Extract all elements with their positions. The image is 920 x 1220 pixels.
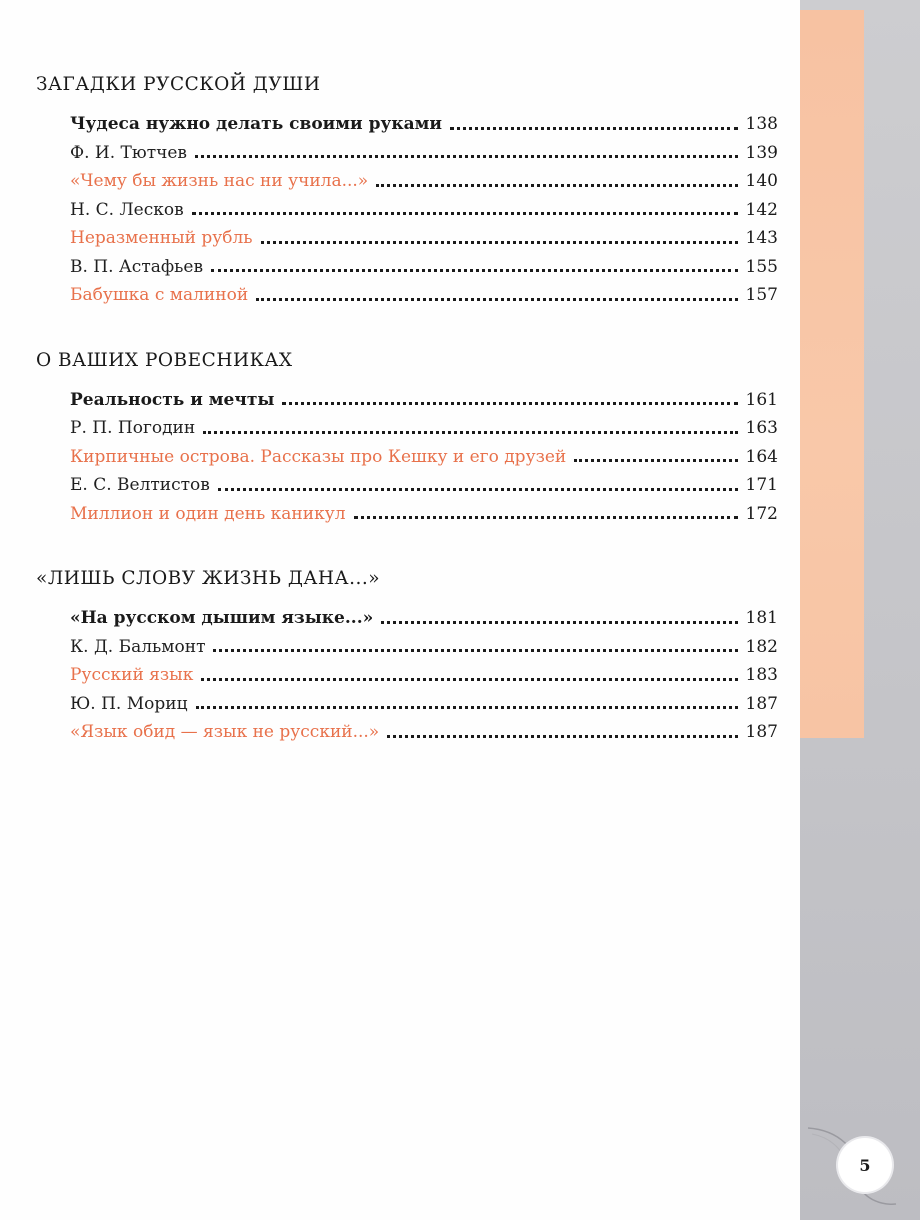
entry-page: 164	[745, 446, 778, 467]
entry-label: Реальность и мечты	[70, 389, 275, 410]
entry-page: 171	[745, 475, 778, 495]
table-of-contents	[36, 70, 778, 783]
entry-label: Р. П. Погодин	[70, 418, 196, 438]
toc-entry[interactable]	[36, 661, 778, 690]
dot-leader	[213, 649, 737, 652]
toc-entry[interactable]	[36, 718, 778, 747]
entry-page: 163	[745, 418, 778, 438]
entry-page: 155	[745, 256, 778, 277]
dot-leader	[196, 706, 738, 709]
toc-entry[interactable]	[36, 471, 778, 500]
entry-label: Ю. П. Мориц	[70, 693, 188, 714]
toc-section	[36, 564, 778, 747]
entry-label: Кирпичные острова. Рассказы про Кешку и его друзей	[70, 446, 567, 467]
entry-page: 140	[745, 171, 778, 191]
entry-page: 182	[745, 636, 778, 657]
entry-page: 187	[745, 693, 778, 714]
entry-label: Н. С. Лесков	[70, 199, 184, 220]
dot-leader	[376, 184, 737, 187]
entry-label: Русский язык	[70, 665, 194, 685]
section-title: «ЛИШЬ СЛОВУ ЖИЗНЬ ДАНА...»	[36, 568, 381, 589]
dot-leader	[203, 431, 737, 434]
toc-entry[interactable]	[36, 253, 778, 282]
dot-leader	[195, 155, 738, 158]
dot-leader	[354, 516, 738, 519]
toc-entry[interactable]	[36, 633, 778, 662]
entry-page: 143	[745, 228, 778, 248]
entry-page: 157	[745, 285, 778, 305]
entry-label: В. П. Астафьев	[70, 256, 204, 277]
dot-leader	[211, 269, 737, 272]
entry-page: 161	[745, 389, 778, 410]
entry-label: К. Д. Бальмонт	[70, 636, 206, 657]
dot-leader	[218, 488, 738, 491]
toc-entry[interactable]	[36, 414, 778, 443]
toc-section	[36, 346, 778, 529]
dot-leader	[450, 127, 738, 130]
toc-entry[interactable]	[36, 224, 778, 253]
entry-label: Чудеса нужно делать своими руками	[70, 114, 443, 134]
entry-label: Е. С. Велтистов	[70, 475, 210, 495]
entry-label: «Чему бы жизнь нас ни учила...»	[70, 171, 369, 191]
dot-leader	[261, 241, 738, 244]
dot-leader	[381, 621, 737, 624]
entry-page: 138	[745, 114, 778, 134]
entry-page: 142	[745, 199, 778, 220]
entry-page: 181	[745, 608, 778, 628]
dot-leader	[256, 298, 737, 301]
entry-label: Бабушка с малиной	[70, 285, 249, 305]
toc-entry[interactable]	[36, 110, 778, 139]
toc-entry[interactable]	[36, 139, 778, 168]
dot-leader	[201, 678, 737, 681]
entry-label: «Язык обид — язык не русский...»	[70, 722, 380, 742]
dot-leader	[387, 735, 737, 738]
toc-entry[interactable]	[36, 604, 778, 633]
entry-label: «На русском дышим языке...»	[70, 608, 374, 628]
entry-label: Ф. И. Тютчев	[70, 142, 187, 163]
toc-entry[interactable]	[36, 690, 778, 719]
section-title: О ВАШИХ РОВЕСНИКАХ	[36, 349, 293, 371]
dot-leader	[282, 402, 737, 405]
section-title: ЗАГАДКИ РУССКОЙ ДУШИ	[36, 74, 321, 95]
entry-page: 183	[745, 665, 778, 685]
toc-entry[interactable]	[36, 281, 778, 310]
entry-page: 172	[745, 503, 778, 524]
toc-entry[interactable]	[36, 196, 778, 225]
toc-entry[interactable]	[36, 386, 778, 415]
toc-entry[interactable]	[36, 443, 778, 472]
margin-peach-band	[800, 10, 864, 738]
page-number: 5	[838, 1138, 892, 1192]
toc-entry[interactable]	[36, 500, 778, 529]
entry-label: Миллион и один день каникул	[70, 503, 346, 524]
entry-page: 139	[745, 142, 778, 163]
dot-leader	[192, 212, 738, 215]
entry-label: Неразменный рубль	[70, 228, 253, 248]
entry-page: 187	[745, 722, 778, 742]
toc-section	[36, 70, 778, 310]
toc-entry[interactable]	[36, 167, 778, 196]
dot-leader	[574, 459, 737, 462]
